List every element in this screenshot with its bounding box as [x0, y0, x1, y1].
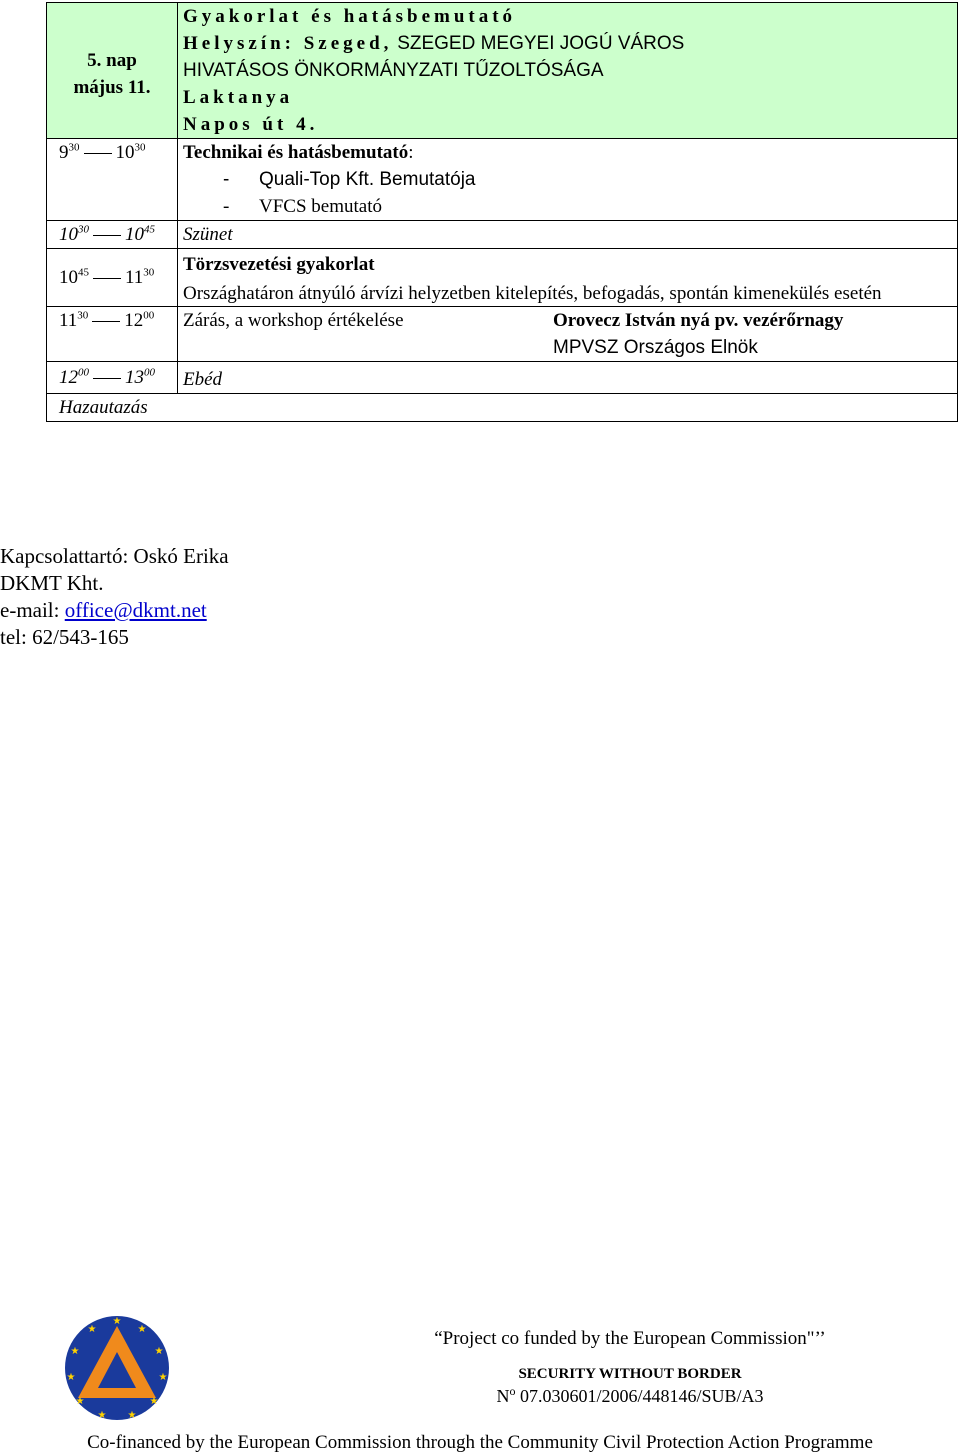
svg-text:★: ★ [158, 1372, 168, 1383]
svg-text:★: ★ [66, 1372, 76, 1383]
svg-text:★: ★ [112, 1316, 122, 1327]
svg-text:★: ★ [87, 1324, 97, 1335]
svg-text:★: ★ [75, 1396, 85, 1407]
time-cell: $10^{45}$ $11^{30}$ [47, 249, 178, 307]
list-item: - VFCS bemutató [223, 196, 382, 217]
svg-text:★: ★ [70, 1346, 80, 1357]
activity-title: Ebéd [178, 362, 958, 394]
time-cell: $12^{00}$ $13^{00}$ [47, 362, 178, 394]
activity-description: Országhatáron átnyúló árvízi helyzetben kitelepítés, befogadás, spontán kimenekülés esetén [183, 283, 882, 304]
svg-text:★: ★ [149, 1396, 159, 1407]
day-date: május 11. [73, 76, 151, 98]
time-cell: $11^{30}$ $12^{00}$ [47, 307, 178, 362]
svg-text:★: ★ [154, 1346, 164, 1357]
speaker-name: Orovecz István nyá pv. vezérőrnagy [553, 310, 844, 331]
schedule-row [47, 362, 958, 394]
activity-title: Technikai és hatásbemutató [183, 142, 409, 163]
email-label: e-mail: [0, 598, 60, 622]
schedule-row [47, 307, 958, 362]
time-cell: $9^{30}$ $10^{30}$ [47, 139, 178, 221]
svg-text:★: ★ [97, 1410, 107, 1421]
place: Laktanya [183, 87, 294, 108]
project-name: SECURITY WITHOUT BORDER [518, 1366, 742, 1382]
schedule-row [47, 249, 958, 307]
time-cell: $10^{30}$ $10^{45}$ [47, 221, 178, 249]
contact-org: DKMT Kht. [0, 571, 104, 595]
svg-text:★: ★ [127, 1410, 137, 1421]
schedule-row [47, 394, 958, 422]
cofinanced-statement: Co-financed by the European Commission through the Community Civil Protection Action Programme [87, 1432, 873, 1453]
schedule-row [47, 221, 958, 249]
list-item: - Quali-Top Kft. Bemutatója [223, 169, 476, 190]
contact-phone: tel: 62/543-165 [0, 625, 129, 649]
activity-title: Törzsvezetési gyakorlat [183, 254, 375, 275]
activity-cell [178, 249, 958, 307]
email-link[interactable]: office@dkmt.net [64, 598, 207, 622]
location-value-2: HIVATÁSOS ÖNKORMÁNYZATI TŰZOLTÓSÁGA [183, 60, 604, 81]
day-cell [47, 3, 178, 139]
activity-cell: Technikai és hatásbemutató: - Quali-Top Kft. Bemutatója - VFCS bemutató [178, 139, 958, 221]
activity-title: Szünet [178, 221, 958, 249]
activity-cell [178, 307, 958, 362]
event-title: Gyakorlat és hatásbemutató [183, 6, 517, 27]
location-label: Helyszín: Szeged, [183, 33, 393, 54]
day-header-row [47, 3, 958, 139]
activity-title: Zárás, a workshop értékelése [183, 310, 404, 331]
speaker-role: MPVSZ Országos Elnök [553, 337, 758, 358]
schedule-row [47, 139, 958, 221]
day-number: 5. nap [87, 49, 137, 71]
address: Napos út 4. [183, 114, 319, 135]
header-info-cell [178, 3, 958, 139]
contact-block [0, 543, 229, 651]
contact-person: Kapcsolattartó: Oskó Erika [0, 544, 229, 568]
schedule-table [46, 2, 958, 422]
funding-statement: “Project co funded by the European Commission"’’ [434, 1328, 826, 1349]
speaker [553, 307, 843, 361]
civil-protection-logo [62, 1312, 172, 1424]
departure-label: Hazautazás [47, 394, 178, 422]
location-value: SZEGED MEGYEI JOGÚ VÁROS [397, 33, 685, 54]
project-number: $N^o$ 07.030601/2006/448146/SUB/A3 [496, 1384, 764, 1406]
svg-text:★: ★ [137, 1324, 147, 1335]
